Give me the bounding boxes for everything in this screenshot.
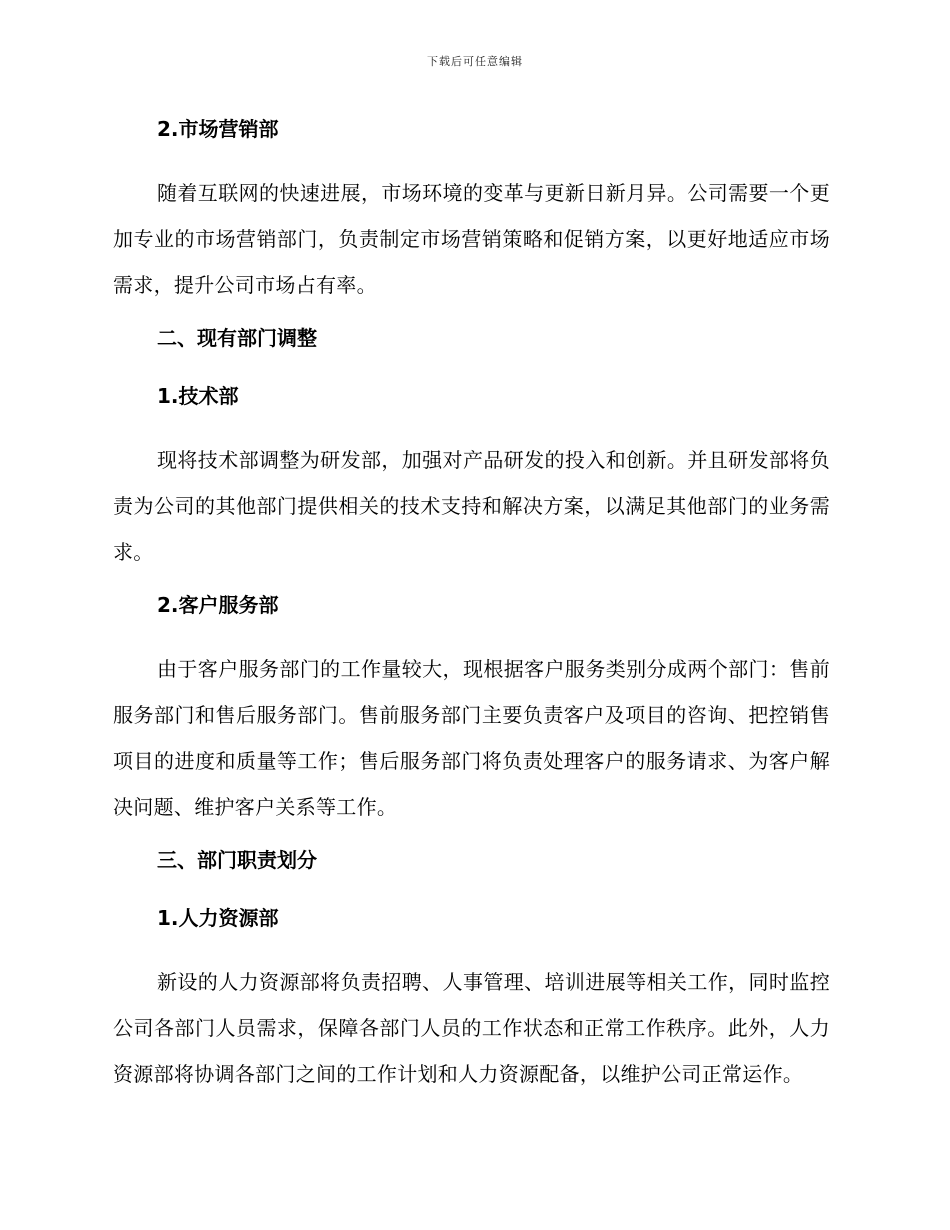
document-body [113, 112, 830, 1110]
section-heading-responsibilities: 三、部门职责划分 [157, 848, 317, 872]
section-heading-hr: 1.人力资源部 [157, 906, 279, 930]
paragraph-tech: 现将技术部调整为研发部，加强对产品研发的投入和创新。并且研发部将负责为公司的其他部门提供相关的技术支持和解决方案，以满足其他部门的业务需求。 [113, 448, 830, 564]
section-heading-customer-service: 2.客户服务部 [157, 593, 279, 617]
page-header-note: 下载后可任意编辑 [427, 55, 523, 68]
section-heading-tech: 1.技术部 [157, 384, 239, 408]
paragraph-marketing: 随着互联网的快速进展，市场环境的变革与更新日新月异。公司需要一个更加专业的市场营销部门，负责制定市场营销策略和促销方案，以更好地适应市场需求，提升公司市场占有率。 [113, 181, 830, 297]
paragraph-hr: 新设的人力资源部将负责招聘、人事管理、培训进展等相关工作，同时监控公司各部门人员需求，保障各部门人员的工作状态和正常工作秩序。此外，人力资源部将协调各部门之间的工作计划和人力资源配备，以维护公司正常运作。 [113, 970, 830, 1086]
section-heading-marketing: 2.市场营销部 [157, 117, 279, 141]
paragraph-customer-service: 由于客户服务部门的工作量较大，现根据客户服务类别分成两个部门：售前服务部门和售后服务部门。售前服务部门主要负责客户及项目的咨询、把控销售项目的进度和质量等工作；售后服务部门将负责处理客户的服务请求、为客户解决问题、维护客户关系等工作。 [113, 657, 830, 819]
section-heading-existing-adjustment: 二、现有部门调整 [157, 326, 317, 350]
